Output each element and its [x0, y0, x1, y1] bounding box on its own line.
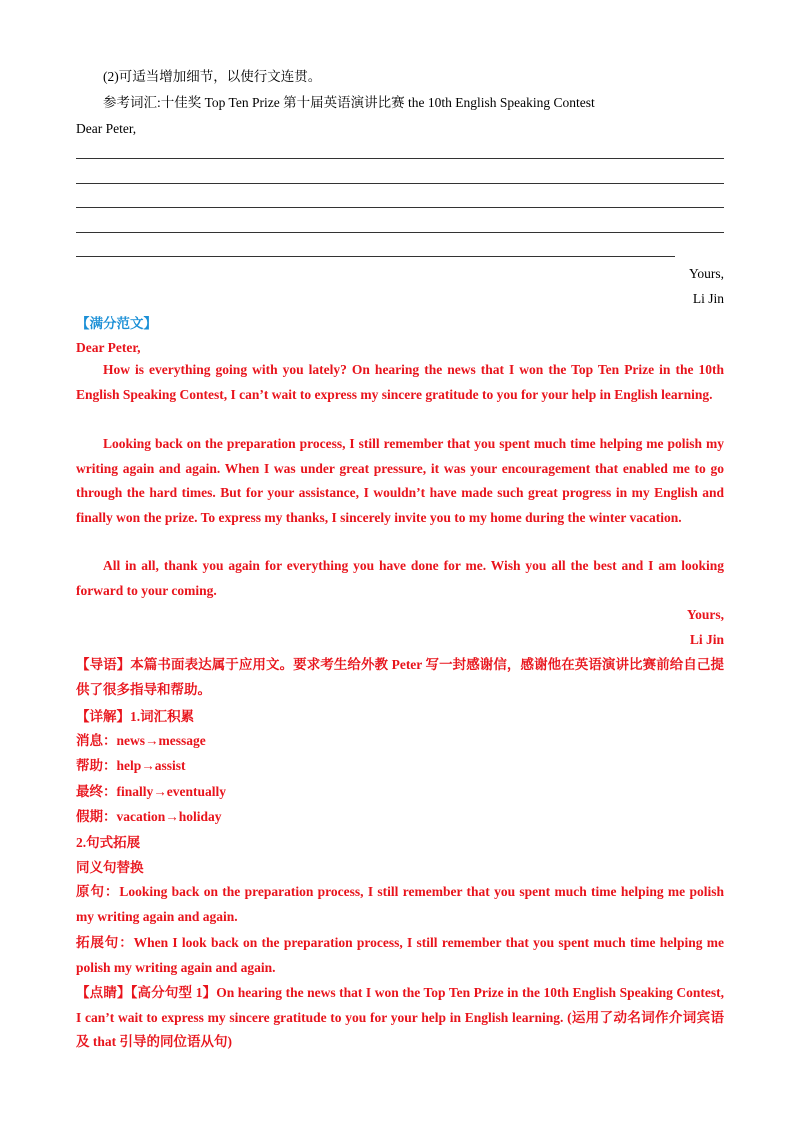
task-signature: Li Jin	[692, 291, 724, 306]
sample-salutation: Dear Peter,	[76, 340, 141, 355]
task-salutation: Dear Peter,	[76, 121, 137, 136]
vocab-item: 帮助：help→assist	[76, 758, 186, 773]
original-sentence: 原句：Looking back on the preparation process, I still remember that you spent much time helping me polish my writing again and again.	[76, 884, 724, 924]
sample-signature: Li Jin	[689, 632, 724, 647]
requirement-2: (2)可适当增加细节，以使行文连贯。	[103, 69, 322, 84]
writing-line-2[interactable]	[76, 183, 724, 184]
vocab-reference: 参考词汇:十佳奖 Top Ten Prize 第十届英语演讲比赛 the 10th English Speaking Contest	[103, 95, 595, 110]
sample-paragraph-1: How is everything going with you lately? On hearing the news that I won the Top Ten Prize in the 10th English Speaking Contest, I can’t wait to express my sincere gratitude to you for your help in English learning.	[76, 362, 724, 402]
synonym-header: 同义句替换	[76, 860, 144, 875]
sample-paragraph-3: All in all, thank you again for everything you have done for me. Wish you all the best and I am looking forward to your coming.	[76, 558, 724, 598]
writing-line-3[interactable]	[76, 207, 724, 208]
vocab-item: 假期：vacation→holiday	[76, 809, 222, 824]
task-closing: Yours,	[688, 266, 724, 281]
sample-header: 【满分范文】	[76, 316, 157, 331]
detail-header: 【详解】1.词汇积累	[76, 709, 195, 724]
sample-closing: Yours,	[686, 607, 724, 622]
highlight-paragraph: 【点睛】【高分句型 1】On hearing the news that I won the Top Ten Prize in the 10th English Speaking Contest, I can’t wait to express my sincere gratitude to you for your help in English learning. (运用了动名词作介词宾语及 that 引导的同位语从句)	[76, 985, 724, 1050]
guide-paragraph: 【导语】本篇书面表达属于应用文。要求考生给外教 Peter 写一封感谢信，感谢他在英语演讲比赛前给自己提供了很多指导和帮助。	[76, 657, 724, 697]
writing-line-1[interactable]	[76, 158, 724, 159]
vocab-item: 消息：news→message	[76, 733, 206, 748]
writing-line-5[interactable]	[76, 256, 675, 257]
sentence-header: 2.句式拓展	[76, 835, 141, 850]
sample-paragraph-2: Looking back on the preparation process, I still remember that you spent much time helping me polish my writing again and again. When I was under great pressure, it was your encouragement that enabled me to go through the hard times. But for your assistance, I wouldn’t have made such great progress in my English and finally won the prize. To express my thanks, I sincerely invite you to my home during the winter vacation.	[76, 436, 724, 525]
expanded-sentence: 拓展句：When I look back on the preparation process, I still remember that you spent much time helping me polish my writing again and again.	[76, 935, 724, 975]
writing-line-4[interactable]	[76, 232, 724, 233]
vocab-item: 最终：finally→eventually	[76, 784, 227, 799]
